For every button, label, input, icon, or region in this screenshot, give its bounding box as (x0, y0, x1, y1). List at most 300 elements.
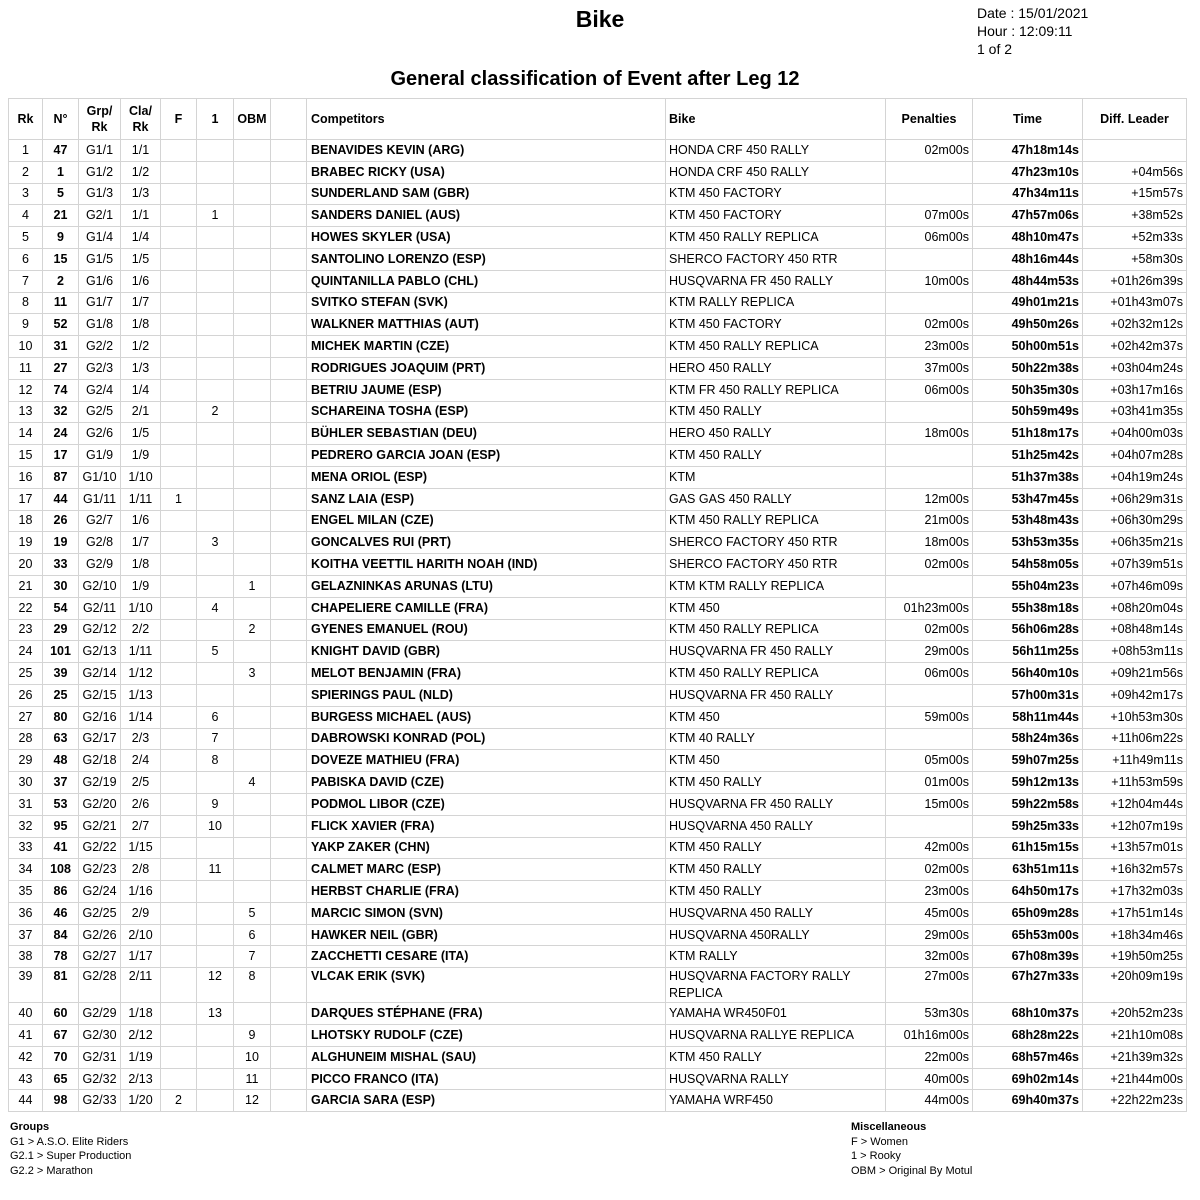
blank-cell (271, 924, 307, 946)
obm-cell: 6 (234, 924, 271, 946)
blank-cell (271, 510, 307, 532)
rooky-cell (197, 357, 234, 379)
time-cell: 65h53m00s (973, 924, 1083, 946)
obm-cell (234, 750, 271, 772)
rank-cell: 41 (9, 1025, 43, 1047)
obm-cell (234, 401, 271, 423)
group-rank-cell: G2/5 (79, 401, 121, 423)
diff-leader-cell: +22h22m23s (1083, 1090, 1187, 1112)
rank-cell: 18 (9, 510, 43, 532)
bib-number-cell: 87 (43, 466, 79, 488)
competitor-cell: KNIGHT DAVID (GBR) (307, 641, 666, 663)
class-rank-cell: 1/12 (121, 663, 161, 685)
bike-cell: KTM (666, 466, 886, 488)
bib-number-cell: 24 (43, 423, 79, 445)
class-rank-cell: 1/5 (121, 423, 161, 445)
obm-cell (234, 815, 271, 837)
women-cell (161, 183, 197, 205)
bib-number-cell: 25 (43, 684, 79, 706)
bib-number-cell: 63 (43, 728, 79, 750)
diff-leader-cell: +04m56s (1083, 161, 1187, 183)
bib-number-cell: 47 (43, 140, 79, 162)
blank-cell (271, 946, 307, 968)
rooky-cell (197, 924, 234, 946)
women-cell (161, 423, 197, 445)
misc-legend-item: 1 > Rooky (851, 1150, 901, 1162)
penalties-cell: 59m00s (886, 706, 973, 728)
diff-leader-cell: +09h42m17s (1083, 684, 1187, 706)
header-women: F (161, 99, 197, 140)
women-cell (161, 881, 197, 903)
competitor-cell: MENA ORIOL (ESP) (307, 466, 666, 488)
page-counter: 1 of 2 (977, 41, 1013, 57)
penalties-cell (886, 292, 973, 314)
women-cell (161, 532, 197, 554)
groups-legend-item: G2.2 > Marathon (10, 1164, 93, 1177)
rooky-cell (197, 1068, 234, 1090)
rank-cell: 5 (9, 227, 43, 249)
rooky-cell (197, 161, 234, 183)
penalties-cell: 06m00s (886, 227, 973, 249)
diff-leader-cell: +38m52s (1083, 205, 1187, 227)
bike-cell: KTM 450 FACTORY (666, 314, 886, 336)
blank-cell (271, 140, 307, 162)
table-row (9, 1068, 1187, 1090)
penalties-cell (886, 401, 973, 423)
class-rank-cell: 1/2 (121, 161, 161, 183)
diff-leader-cell: +13h57m01s (1083, 837, 1187, 859)
rank-cell: 31 (9, 793, 43, 815)
competitor-cell: HOWES SKYLER (USA) (307, 227, 666, 249)
women-cell (161, 663, 197, 685)
women-cell (161, 205, 197, 227)
women-cell (161, 357, 197, 379)
obm-cell (234, 140, 271, 162)
class-rank-cell: 1/5 (121, 248, 161, 270)
competitor-cell: SANZ LAIA (ESP) (307, 488, 666, 510)
table-row (9, 445, 1187, 467)
table-row (9, 815, 1187, 837)
rank-cell: 1 (9, 140, 43, 162)
class-rank-cell: 1/8 (121, 554, 161, 576)
penalties-cell: 06m00s (886, 663, 973, 685)
group-rank-cell: G2/23 (79, 859, 121, 881)
bib-number-cell: 53 (43, 793, 79, 815)
class-rank-cell: 2/4 (121, 750, 161, 772)
group-rank-cell: G2/10 (79, 575, 121, 597)
competitor-cell: YAKP ZAKER (CHN) (307, 837, 666, 859)
bib-number-cell: 80 (43, 706, 79, 728)
rooky-cell (197, 336, 234, 358)
rank-cell: 32 (9, 815, 43, 837)
blank-cell (271, 445, 307, 467)
blank-cell (271, 466, 307, 488)
diff-leader-cell: +16h32m57s (1083, 859, 1187, 881)
penalties-cell: 22m00s (886, 1046, 973, 1068)
diff-leader-cell: +07h39m51s (1083, 554, 1187, 576)
bike-cell: KTM 450 RALLY (666, 445, 886, 467)
rooky-cell: 4 (197, 597, 234, 619)
time-cell: 58h11m44s (973, 706, 1083, 728)
misc-legend (851, 1120, 972, 1178)
bib-number-cell: 26 (43, 510, 79, 532)
bike-cell: GAS GAS 450 RALLY (666, 488, 886, 510)
blank-cell (271, 968, 307, 1003)
obm-cell (234, 510, 271, 532)
table-row (9, 902, 1187, 924)
penalties-cell: 05m00s (886, 750, 973, 772)
time-cell: 53h53m35s (973, 532, 1083, 554)
women-cell (161, 706, 197, 728)
diff-leader-cell: +18h34m46s (1083, 924, 1187, 946)
class-rank-cell: 1/16 (121, 881, 161, 903)
table-row (9, 1003, 1187, 1025)
table-row (9, 401, 1187, 423)
rooky-cell (197, 837, 234, 859)
rooky-cell: 10 (197, 815, 234, 837)
competitor-cell: ENGEL MILAN (CZE) (307, 510, 666, 532)
rank-cell: 30 (9, 772, 43, 794)
obm-cell (234, 641, 271, 663)
table-row (9, 183, 1187, 205)
rooky-cell: 13 (197, 1003, 234, 1025)
penalties-cell (886, 684, 973, 706)
bike-cell: HUSQVARNA FR 450 RALLY (666, 684, 886, 706)
bike-cell: SHERCO FACTORY 450 RTR (666, 248, 886, 270)
blank-cell (271, 401, 307, 423)
table-row (9, 1090, 1187, 1112)
class-rank-cell: 1/7 (121, 292, 161, 314)
class-rank-cell: 2/8 (121, 859, 161, 881)
rank-cell: 23 (9, 619, 43, 641)
groups-legend-title: Groups (10, 1121, 50, 1133)
women-cell (161, 1003, 197, 1025)
groups-legend (10, 1120, 131, 1178)
bib-number-cell: 2 (43, 270, 79, 292)
table-row (9, 706, 1187, 728)
competitor-cell: BÜHLER SEBASTIAN (DEU) (307, 423, 666, 445)
class-rank-cell: 1/1 (121, 205, 161, 227)
blank-cell (271, 597, 307, 619)
women-cell (161, 597, 197, 619)
diff-leader-cell: +11h49m11s (1083, 750, 1187, 772)
class-rank-cell: 1/20 (121, 1090, 161, 1112)
diff-leader-cell: +06h35m21s (1083, 532, 1187, 554)
penalties-cell: 02m00s (886, 314, 973, 336)
hour-text: Hour : 12:09:11 (977, 23, 1073, 39)
table-row (9, 641, 1187, 663)
group-rank-cell: G2/26 (79, 924, 121, 946)
obm-cell (234, 227, 271, 249)
competitor-cell: RODRIGUES JOAQUIM (PRT) (307, 357, 666, 379)
header-rank: Rk (9, 99, 43, 140)
group-rank-cell: G1/2 (79, 161, 121, 183)
competitor-cell: MELOT BENJAMIN (FRA) (307, 663, 666, 685)
time-cell: 49h50m26s (973, 314, 1083, 336)
rooky-cell (197, 902, 234, 924)
penalties-cell: 23m00s (886, 881, 973, 903)
bike-cell: HUSQVARNA FR 450 RALLY (666, 270, 886, 292)
penalties-cell: 45m00s (886, 902, 973, 924)
blank-cell (271, 314, 307, 336)
rank-cell: 13 (9, 401, 43, 423)
header-number: N° (43, 99, 79, 140)
bike-cell: HERO 450 RALLY (666, 423, 886, 445)
competitor-cell: MARCIC SIMON (SVN) (307, 902, 666, 924)
class-rank-cell: 1/9 (121, 575, 161, 597)
rooky-cell: 11 (197, 859, 234, 881)
women-cell (161, 946, 197, 968)
diff-leader-cell: +11h53m59s (1083, 772, 1187, 794)
penalties-cell: 21m00s (886, 510, 973, 532)
diff-leader-cell: +20h52m23s (1083, 1003, 1187, 1025)
table-row (9, 750, 1187, 772)
bike-cell: HONDA CRF 450 RALLY (666, 140, 886, 162)
obm-cell (234, 292, 271, 314)
women-cell (161, 336, 197, 358)
rank-cell: 35 (9, 881, 43, 903)
diff-leader-cell: +07h46m09s (1083, 575, 1187, 597)
rooky-cell (197, 881, 234, 903)
obm-cell (234, 706, 271, 728)
bike-cell: HUSQVARNA 450 RALLY (666, 902, 886, 924)
competitor-cell: PICCO FRANCO (ITA) (307, 1068, 666, 1090)
group-rank-cell: G2/9 (79, 554, 121, 576)
obm-cell: 9 (234, 1025, 271, 1047)
women-cell (161, 314, 197, 336)
diff-leader-cell: +03h17m16s (1083, 379, 1187, 401)
rank-cell: 33 (9, 837, 43, 859)
women-cell (161, 140, 197, 162)
time-cell: 50h59m49s (973, 401, 1083, 423)
table-row (9, 532, 1187, 554)
time-cell: 50h00m51s (973, 336, 1083, 358)
rank-cell: 15 (9, 445, 43, 467)
blank-cell (271, 1068, 307, 1090)
women-cell: 2 (161, 1090, 197, 1112)
rooky-cell (197, 227, 234, 249)
page-title: Bike (575, 6, 625, 32)
obm-cell (234, 597, 271, 619)
group-rank-cell: G2/4 (79, 379, 121, 401)
time-cell: 69h40m37s (973, 1090, 1083, 1112)
table-row (9, 248, 1187, 270)
competitor-cell: BETRIU JAUME (ESP) (307, 379, 666, 401)
bike-cell: HUSQVARNA FR 450 RALLY (666, 793, 886, 815)
bike-cell: KTM KTM RALLY REPLICA (666, 575, 886, 597)
bike-cell: YAMAHA WRF450 (666, 1090, 886, 1112)
diff-leader-cell: +08h20m04s (1083, 597, 1187, 619)
blank-cell (271, 881, 307, 903)
rank-cell: 9 (9, 314, 43, 336)
rank-cell: 10 (9, 336, 43, 358)
time-cell: 56h06m28s (973, 619, 1083, 641)
obm-cell (234, 793, 271, 815)
bib-number-cell: 5 (43, 183, 79, 205)
penalties-cell: 02m00s (886, 140, 973, 162)
table-row (9, 837, 1187, 859)
women-cell: 1 (161, 488, 197, 510)
penalties-cell: 18m00s (886, 532, 973, 554)
diff-leader-cell: +11h06m22s (1083, 728, 1187, 750)
competitor-cell: DARQUES STÉPHANE (FRA) (307, 1003, 666, 1025)
group-rank-cell: G2/6 (79, 423, 121, 445)
group-rank-cell: G2/18 (79, 750, 121, 772)
penalties-cell: 02m00s (886, 619, 973, 641)
time-cell: 48h10m47s (973, 227, 1083, 249)
penalties-cell: 01m00s (886, 772, 973, 794)
competitor-cell: HAWKER NEIL (GBR) (307, 924, 666, 946)
rooky-cell (197, 140, 234, 162)
competitor-cell: SPIERINGS PAUL (NLD) (307, 684, 666, 706)
penalties-cell: 07m00s (886, 205, 973, 227)
bib-number-cell: 44 (43, 488, 79, 510)
bib-number-cell: 27 (43, 357, 79, 379)
bib-number-cell: 29 (43, 619, 79, 641)
bike-cell: HUSQVARNA 450 RALLY (666, 815, 886, 837)
bib-number-cell: 32 (43, 401, 79, 423)
blank-cell (271, 728, 307, 750)
obm-cell (234, 445, 271, 467)
bib-number-cell: 54 (43, 597, 79, 619)
competitor-cell: SCHAREINA TOSHA (ESP) (307, 401, 666, 423)
header-competitors: Competitors (307, 99, 666, 140)
bib-number-cell: 1 (43, 161, 79, 183)
time-cell: 68h57m46s (973, 1046, 1083, 1068)
women-cell (161, 1046, 197, 1068)
obm-cell: 12 (234, 1090, 271, 1112)
group-rank-cell: G2/13 (79, 641, 121, 663)
diff-leader-cell: +09h21m56s (1083, 663, 1187, 685)
bike-cell: KTM 450 FACTORY (666, 183, 886, 205)
time-cell: 68h10m37s (973, 1003, 1083, 1025)
blank-cell (271, 772, 307, 794)
diff-leader-cell: +21h39m32s (1083, 1046, 1187, 1068)
rooky-cell (197, 510, 234, 532)
penalties-cell (886, 161, 973, 183)
group-rank-cell: G2/27 (79, 946, 121, 968)
group-rank-cell: G2/12 (79, 619, 121, 641)
bike-cell: KTM 450 (666, 597, 886, 619)
competitor-cell: BRABEC RICKY (USA) (307, 161, 666, 183)
rank-cell: 28 (9, 728, 43, 750)
penalties-cell (886, 248, 973, 270)
blank-cell (271, 684, 307, 706)
table-row (9, 227, 1187, 249)
competitor-cell: GELAZNINKAS ARUNAS (LTU) (307, 575, 666, 597)
bib-number-cell: 33 (43, 554, 79, 576)
table-row (9, 292, 1187, 314)
group-rank-cell: G2/20 (79, 793, 121, 815)
time-cell: 54h58m05s (973, 554, 1083, 576)
bike-cell: KTM 450 (666, 706, 886, 728)
class-rank-cell: 1/15 (121, 837, 161, 859)
misc-legend-item: F > Women (851, 1135, 908, 1148)
diff-leader-cell: +03h04m24s (1083, 357, 1187, 379)
obm-cell (234, 488, 271, 510)
group-rank-cell: G2/24 (79, 881, 121, 903)
class-rank-cell: 2/1 (121, 401, 161, 423)
group-rank-cell: G2/15 (79, 684, 121, 706)
blank-cell (271, 1090, 307, 1112)
rooky-cell: 3 (197, 532, 234, 554)
time-cell: 53h47m45s (973, 488, 1083, 510)
bike-cell: KTM 450 (666, 750, 886, 772)
group-rank-cell: G2/2 (79, 336, 121, 358)
time-cell: 67h27m33s (973, 968, 1083, 1003)
class-rank-cell: 2/13 (121, 1068, 161, 1090)
class-rank-cell: 1/2 (121, 336, 161, 358)
competitor-cell: LHOTSKY RUDOLF (CZE) (307, 1025, 666, 1047)
class-rank-cell: 1/10 (121, 597, 161, 619)
bike-cell: KTM 450 RALLY REPLICA (666, 336, 886, 358)
rank-cell: 39 (9, 968, 43, 1003)
group-rank-cell: G2/3 (79, 357, 121, 379)
time-cell: 48h44m53s (973, 270, 1083, 292)
header-class-rank: Cla/ Rk (121, 99, 161, 140)
class-rank-cell: 2/7 (121, 815, 161, 837)
bike-cell: KTM 450 RALLY REPLICA (666, 227, 886, 249)
bike-cell: KTM 450 RALLY (666, 881, 886, 903)
diff-leader-cell (1083, 140, 1187, 162)
penalties-cell (886, 728, 973, 750)
time-cell: 51h18m17s (973, 423, 1083, 445)
table-header-row (9, 99, 1187, 140)
time-cell: 47h34m11s (973, 183, 1083, 205)
time-cell: 61h15m15s (973, 837, 1083, 859)
penalties-cell: 23m00s (886, 336, 973, 358)
women-cell (161, 772, 197, 794)
rank-cell: 36 (9, 902, 43, 924)
bib-number-cell: 74 (43, 379, 79, 401)
table-row (9, 924, 1187, 946)
rooky-cell (197, 575, 234, 597)
women-cell (161, 750, 197, 772)
rank-cell: 12 (9, 379, 43, 401)
competitor-cell: SANTOLINO LORENZO (ESP) (307, 248, 666, 270)
time-cell: 50h22m38s (973, 357, 1083, 379)
competitor-cell: GARCIA SARA (ESP) (307, 1090, 666, 1112)
women-cell (161, 641, 197, 663)
time-cell: 55h38m18s (973, 597, 1083, 619)
competitor-cell: VLCAK ERIK (SVK) (307, 968, 666, 1003)
blank-cell (271, 488, 307, 510)
bike-cell: KTM 450 RALLY (666, 1046, 886, 1068)
competitor-cell: CALMET MARC (ESP) (307, 859, 666, 881)
bib-number-cell: 9 (43, 227, 79, 249)
blank-cell (271, 1003, 307, 1025)
women-cell (161, 161, 197, 183)
table-row (9, 357, 1187, 379)
header-group-rank: Grp/ Rk (79, 99, 121, 140)
table-row (9, 314, 1187, 336)
bike-cell: KTM 450 RALLY REPLICA (666, 663, 886, 685)
bike-cell: KTM 450 RALLY (666, 772, 886, 794)
rank-cell: 3 (9, 183, 43, 205)
rank-cell: 6 (9, 248, 43, 270)
women-cell (161, 379, 197, 401)
women-cell (161, 445, 197, 467)
time-cell: 50h35m30s (973, 379, 1083, 401)
bib-number-cell: 41 (43, 837, 79, 859)
diff-leader-cell: +01h43m07s (1083, 292, 1187, 314)
competitor-cell: SANDERS DANIEL (AUS) (307, 205, 666, 227)
blank-cell (271, 706, 307, 728)
competitor-cell: FLICK XAVIER (FRA) (307, 815, 666, 837)
class-rank-cell: 2/3 (121, 728, 161, 750)
table-row (9, 772, 1187, 794)
rank-cell: 2 (9, 161, 43, 183)
